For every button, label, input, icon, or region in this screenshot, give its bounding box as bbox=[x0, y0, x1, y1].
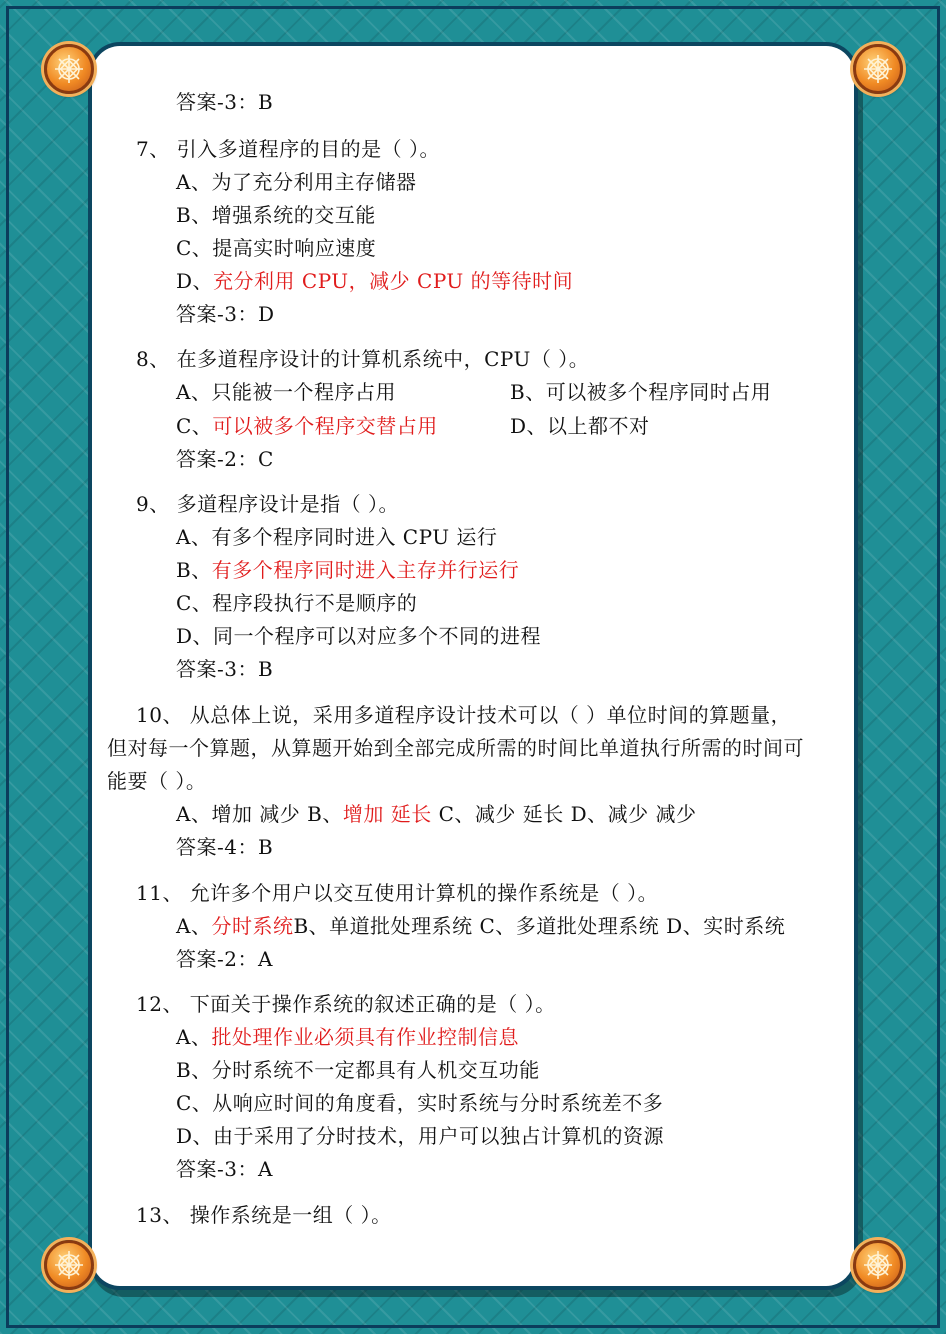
question-8: 8、 在多道程序设计的计算机系统中，CPU（ ）。 bbox=[136, 347, 590, 371]
option-d: D、以上都不对 bbox=[510, 414, 650, 438]
option-d: D、同一个程序可以对应多个不同的进程 bbox=[176, 624, 542, 648]
option-prefix: A、增加 减少 B、 bbox=[176, 802, 343, 826]
correct-answer-highlight: 有多个程序同时进入主存并行运行 bbox=[211, 558, 520, 582]
option-suffix: C、减少 延长 D、减少 减少 bbox=[431, 802, 697, 826]
correct-answer-highlight: 批处理作业必须具有作业控制信息 bbox=[211, 1025, 519, 1049]
option-b bbox=[176, 558, 519, 582]
option-a: A、为了充分利用主存储器 bbox=[176, 170, 417, 194]
option-a: A、只能被一个程序占用 bbox=[176, 380, 396, 404]
options-row bbox=[176, 802, 697, 826]
options-row bbox=[176, 914, 785, 938]
option-a: A、有多个程序同时进入 CPU 运行 bbox=[176, 525, 498, 549]
answer-line: 答案-2：A bbox=[176, 947, 273, 971]
option-b: B、可以被多个程序同时占用 bbox=[510, 380, 772, 404]
option-d: D、由于采用了分时技术，用户可以独占计算机的资源 bbox=[176, 1124, 665, 1148]
answer-line: 答案-4：B bbox=[176, 835, 274, 859]
option-c: C、程序段执行不是顺序的 bbox=[176, 591, 418, 615]
answer-line: 答案-3：B bbox=[176, 90, 274, 114]
option-d bbox=[176, 269, 573, 293]
answer-line: 答案-2：C bbox=[176, 447, 274, 471]
answer-line: 答案-3：B bbox=[176, 657, 274, 681]
option-prefix: C、 bbox=[176, 414, 213, 438]
correct-answer-highlight: 可以被多个程序交替占用 bbox=[212, 414, 438, 438]
option-prefix: D、 bbox=[176, 269, 214, 293]
question-10-continued: 能要（ ）。 bbox=[107, 769, 207, 793]
option-prefix: B、 bbox=[176, 558, 212, 582]
option-b: B、增强系统的交互能 bbox=[176, 203, 376, 227]
question-12: 12、 下面关于操作系统的叙述正确的是（ ）。 bbox=[136, 992, 556, 1016]
question-7: 7、 引入多道程序的目的是（ ）。 bbox=[136, 137, 440, 161]
correct-answer-highlight: 分时系统 bbox=[211, 914, 294, 938]
option-b: B、分时系统不一定都具有人机交互功能 bbox=[176, 1058, 540, 1082]
option-prefix: A、 bbox=[176, 914, 212, 938]
question-13: 13、 操作系统是一组（ ）。 bbox=[136, 1203, 392, 1227]
question-10: 10、 从总体上说，采用多道程序设计技术可以（ ）单位时间的算题量， bbox=[136, 703, 792, 727]
option-c: C、从响应时间的角度看，实时系统与分时系统差不多 bbox=[176, 1091, 664, 1115]
option-suffix: B、单道批处理系统 C、多道批处理系统 D、实时系统 bbox=[293, 914, 786, 938]
question-9: 9、 多道程序设计是指（ ）。 bbox=[136, 492, 399, 516]
option-a bbox=[176, 1025, 519, 1049]
option-c: C、提高实时响应速度 bbox=[176, 236, 377, 260]
question-10-continued: 但对每一个算题，从算题开始到全部完成所需的时间比单道执行所需的时间可 bbox=[107, 736, 804, 760]
question-11: 11、 允许多个用户以交互使用计算机的操作系统是（ ）。 bbox=[136, 881, 659, 905]
option-prefix: A、 bbox=[176, 1025, 212, 1049]
correct-answer-highlight: 增加 延长 bbox=[342, 802, 432, 826]
answer-line: 答案-3：A bbox=[176, 1157, 273, 1181]
correct-answer-highlight: 充分利用 CPU，减少 CPU 的等待时间 bbox=[213, 269, 574, 293]
answer-line: 答案-3：D bbox=[176, 302, 275, 326]
option-c bbox=[176, 414, 438, 438]
